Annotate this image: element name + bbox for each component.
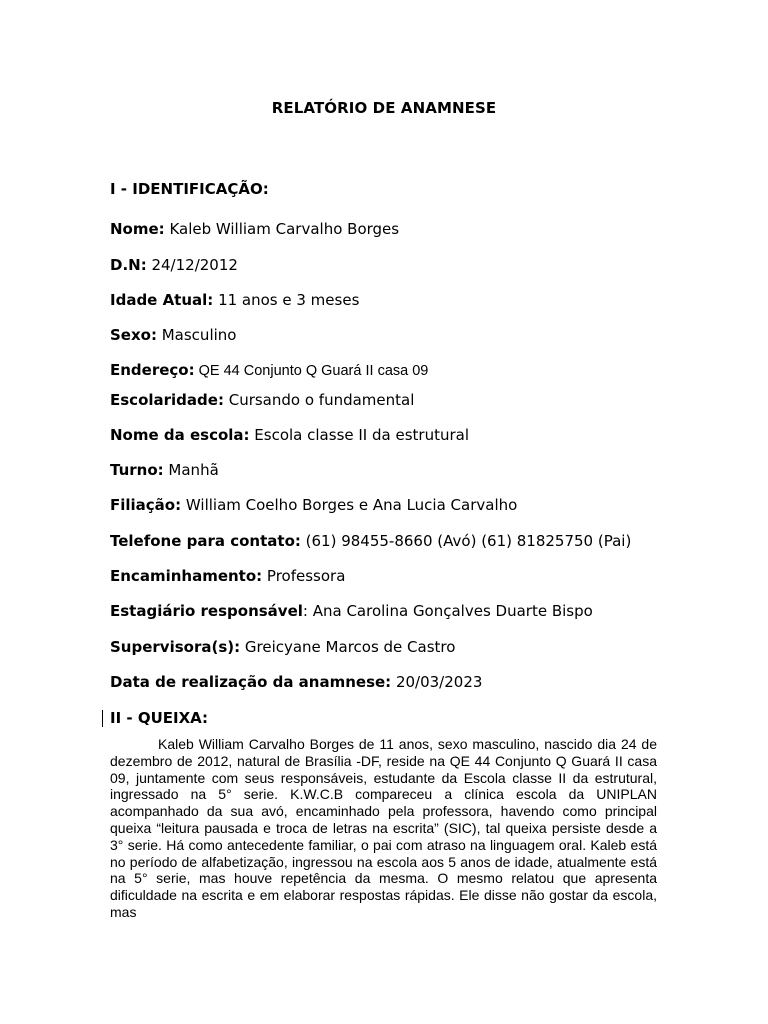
field-value: QE 44 Conjunto Q Guará II casa 09: [194, 363, 429, 379]
field-label: Telefone para contato:: [110, 532, 301, 550]
field-label: Supervisora(s):: [110, 638, 241, 656]
field-schooling: [110, 391, 414, 409]
field-birth-date: [110, 256, 238, 274]
field-value: Cursando o fundamental: [223, 391, 415, 409]
field-label: Turno:: [110, 461, 164, 479]
field-label: Nome da escola:: [110, 426, 250, 444]
field-value: 24/12/2012: [146, 256, 238, 274]
field-label: Sexo:: [110, 326, 157, 344]
field-address: [110, 361, 428, 379]
field-value: : Ana Carolina Gonçalves Duarte Bispo: [302, 602, 593, 620]
field-value: Greicyane Marcos de Castro: [240, 638, 456, 656]
field-label: Idade Atual:: [110, 291, 214, 309]
field-label: Filiação:: [110, 496, 182, 514]
field-current-age: [110, 291, 359, 309]
field-value: Escola classe II da estrutural: [249, 426, 469, 444]
field-value: Kaleb William Carvalho Borges: [164, 220, 400, 238]
text-cursor: [102, 710, 103, 727]
section-heading-complaint: II - QUEIXA:: [110, 709, 209, 727]
field-value: 11 anos e 3 meses: [213, 291, 360, 309]
field-value: Professora: [262, 567, 346, 585]
field-value: (61) 98455-8660 (Avó) (61) 81825750 (Pai): [300, 532, 632, 550]
field-shift: [110, 461, 219, 479]
field-contact-phone: [110, 532, 631, 550]
field-sex: [110, 326, 236, 344]
field-supervisor: [110, 638, 455, 656]
complaint-paragraph: Kaleb William Carvalho Borges de 11 anos, sexo masculino, nascido dia 24 de dezembro de 2012, natural de Brasília -DF, reside na QE 44 Conjunto Q Guará II casa 09, juntamente com seus responsáveis, estudante da Escola classe II da estrutural, ingressado na 5° serie. K.W.C.B compareceu a clínica escola da UNIPLAN acompanhado da sua avó, encaminhado pela professora, havendo como principal queixa “leitura pausada e troca de letras na escrita” (SIC), tal queixa persiste desde a 3° serie. Há como antecedente familiar, o pai com atraso na linguagem oral. Kaleb está no período de alfabetização, ingressou na escola aos 5 anos de idade, atualmente está na 5° serie, mas houve repetência da mesma. O mesmo relatou que apresenta dificuldade na escrita e em elaborar respostas rápidas. Ele disse não gostar da escola, mas: [110, 736, 657, 920]
document-title: RELATÓRIO DE ANAMNESE: [271, 99, 497, 117]
field-label: D.N:: [110, 256, 147, 274]
field-label: Estagiário responsável: [110, 602, 303, 620]
field-value: 20/03/2023: [391, 673, 483, 691]
field-value: William Coelho Borges e Ana Lucia Carvalho: [181, 496, 518, 514]
field-parents: [110, 496, 517, 514]
field-label: Escolaridade:: [110, 391, 224, 409]
field-referral: [110, 567, 345, 585]
field-label: Endereço:: [110, 361, 195, 379]
field-value: Manhã: [163, 461, 219, 479]
field-value: Masculino: [156, 326, 237, 344]
field-label: Encaminhamento:: [110, 567, 263, 585]
section-heading-identification: I - IDENTIFICAÇÃO:: [110, 180, 269, 198]
field-name: [110, 220, 399, 238]
field-anamnesis-date: [110, 673, 482, 691]
field-intern: [110, 602, 593, 620]
field-school-name: [110, 426, 469, 444]
field-label: Nome:: [110, 220, 165, 238]
field-label: Data de realização da anamnese:: [110, 673, 392, 691]
